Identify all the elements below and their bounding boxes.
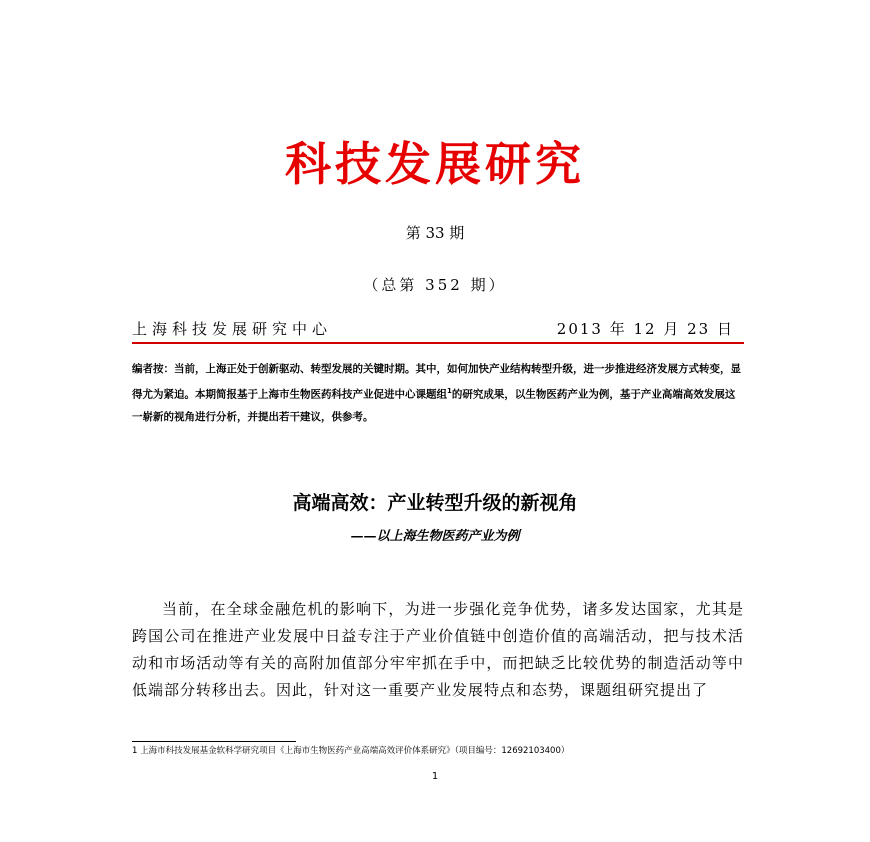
footnote-divider <box>132 741 296 742</box>
editor-note-label: 编者按 <box>132 363 164 375</box>
footnote <box>132 745 744 757</box>
article-subtitle: ——以上海生物医药产业为例 <box>350 529 520 544</box>
masthead-title: 科技发展研究 <box>285 137 585 191</box>
publisher-line <box>132 318 744 344</box>
editor-note <box>132 358 744 428</box>
footnote-mark: 1 <box>132 746 138 756</box>
editor-note-text-b: 的研究成果，以生物医药产业为例，基于产业高端高效发展这一崭新的视角进行分析，并提出若干建议，供参考。 <box>132 388 736 423</box>
publish-date: 2013 年 12 月 23 日 <box>556 320 734 338</box>
editor-note-text-a: ：当前，上海正处于创新驱动、转型发展的关键时期。其中，如何加快产业结构转型升级，进一步推进经济发展方式转变，显得尤为紧迫。本期简报基于上海市生物医药科技产业促进中心课题组 <box>132 363 741 401</box>
footnote-reference: 1 <box>447 387 452 395</box>
article-title: 高端高效：产业转型升级的新视角 <box>292 492 578 514</box>
page-number: 1 <box>431 771 439 782</box>
article-body: 当前，在全球金融危机的影响下，为进一步强化竞争优势，诸多发达国家，尤其是跨国公司在推进产业发展中日益专注于产业价值链中创造价值的高端活动，把与技术活动和市场活动等有关的高附加值部分牢牢抓在手中，而把缺乏比较优势的制造活动等中低端部分转移出去。因此，针对这一重要产业发展特点和态势，课题组研究提出了 <box>132 600 744 699</box>
issue-total: （总第 352 期） <box>363 276 507 294</box>
footnote-text: 上海市科技发展基金软科学研究项目《上海市生物医药产业高端高效评价体系研究》（项目编号：12692103400） <box>140 746 570 756</box>
issue-number: 第 33 期 <box>405 224 465 242</box>
publisher-name: 上海科技发展研究中心 <box>132 320 333 338</box>
